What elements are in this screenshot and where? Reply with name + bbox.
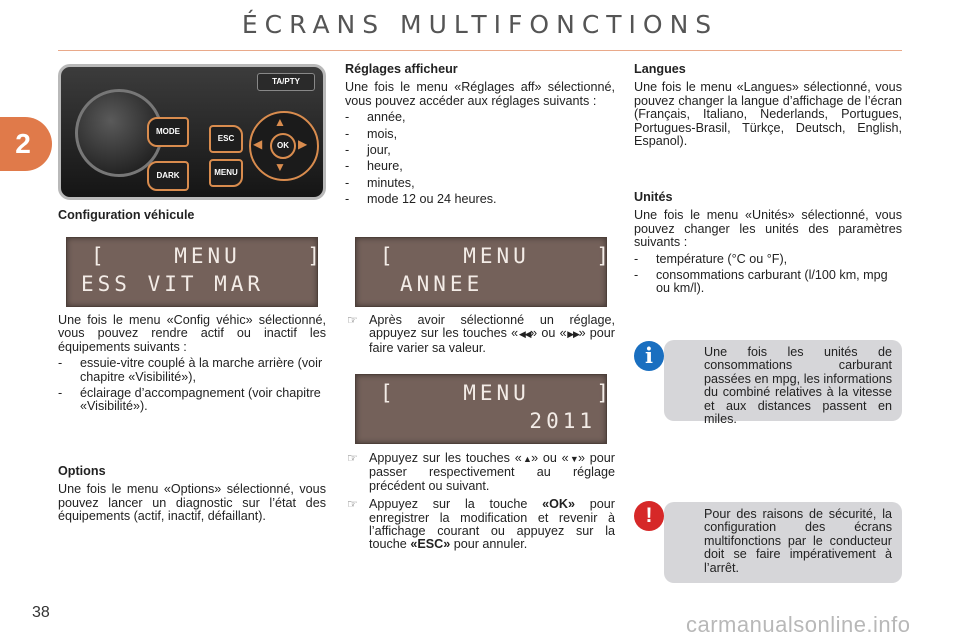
warning-box — [664, 502, 902, 583]
arrow-down-icon: ▼ — [568, 454, 579, 464]
list-item: - température (°C ou °F), — [634, 253, 902, 266]
warning-icon: ! — [634, 501, 664, 531]
info-icon: i — [634, 341, 664, 371]
lcd-line-2: ESS VIT MAR — [81, 272, 265, 296]
list-item: - jour, — [345, 144, 615, 157]
options-heading: Options — [58, 464, 106, 478]
unites-intro: Une fois le menu «Unités» sélectionné, vous pouvez changer les unités des paramètres suivants : — [634, 208, 902, 250]
step-change-value: ☞ Après avoir sélectionné un réglage, appuyez sur les touches «◀◀» ou «▶▶» pour faire varier sa valeur. — [347, 313, 615, 355]
info-box — [664, 340, 902, 427]
reglages-lcd-display-value — [355, 374, 614, 444]
arrow-up-icon: ▲ — [274, 115, 286, 129]
chapter-number: 2 — [15, 128, 31, 159]
config-heading: Configuration véhicule — [58, 208, 195, 222]
ta-pty-button: TA/PTY — [257, 73, 315, 91]
reglages-intro: Une fois le menu «Réglages aff» sélectionné, vous pouvez accéder aux réglages suivants : — [345, 80, 615, 108]
rewind-icon: ◀◀ — [518, 329, 531, 340]
config-intro: Une fois le menu «Config véhic» sélectionné, vous pouvez rendre actif ou inactif les équipements suivants : — [58, 313, 326, 354]
list-item: - mode 12 ou 24 heures. — [345, 193, 615, 206]
step-confirm-cancel: ☞ Appuyez sur la touche «OK» pour enregistrer la modification et revenir à l’affichage courant ou appuyez sur la touche «ESC» pour annuler. — [347, 497, 615, 552]
page-number: 38 — [32, 604, 50, 621]
list-item: - essuie-vitre couplé à la marche arrière (voir chapitre «Visibilité»), — [58, 357, 326, 384]
dark-button: DARK — [147, 161, 189, 191]
options-text: Une fois le menu «Options» sélectionné, vous pouvez lancer un diagnostic sur l’état des équipements (actif, inactif, défaillant). — [58, 482, 326, 524]
control-panel-illustration — [58, 64, 326, 200]
config-lcd-display — [66, 237, 325, 307]
fast-forward-icon: ▶▶ — [566, 329, 579, 340]
list-item: - mois, — [345, 128, 615, 141]
pointing-hand-icon: ☞ — [347, 313, 358, 327]
unites-heading: Unités — [634, 190, 673, 204]
title-rule — [58, 50, 902, 51]
lcd-line-1: [ MENU ] — [91, 244, 325, 268]
lcd-line-1: [ MENU ] — [380, 244, 614, 268]
list-item: - année, — [345, 111, 615, 124]
reglages-list — [345, 111, 615, 206]
config-list — [58, 357, 326, 414]
pointing-hand-icon: ☞ — [347, 497, 358, 512]
reglages-lcd-display-year — [355, 237, 614, 307]
info-box-text: Une fois les unités de consommations carburant passées en mpg, les informations du combiné relatives à la vitesse et aux distances passent en miles. — [704, 345, 892, 427]
arrow-left-icon: ◀ — [253, 137, 263, 151]
reglages-heading: Réglages afficheur — [345, 62, 458, 76]
arrow-down-icon: ▼ — [274, 160, 286, 174]
warning-box-text: Pour des raisons de sécurité, la configuration des écrans multifonctions par le conducteur doit se faire impérativement à l’arrêt. — [704, 507, 892, 575]
list-item: - heure, — [345, 160, 615, 173]
list-item: - consommations carburant (l/100 km, mpg ou km/l). — [634, 269, 902, 296]
pointing-hand-icon: ☞ — [347, 451, 358, 465]
ok-button: OK — [270, 133, 296, 159]
arrow-up-icon: ▲ — [521, 454, 532, 464]
list-item: - minutes, — [345, 177, 615, 190]
esc-button: ESC — [209, 125, 243, 153]
page-title: ÉCRANS MULTIFONCTIONS — [241, 10, 719, 39]
lcd-line-1: [ MENU ] — [380, 381, 614, 405]
lcd-line-2: 2011 — [529, 409, 596, 433]
langues-heading: Langues — [634, 62, 686, 76]
lcd-line-2: ANNEE — [400, 272, 484, 296]
watermark: carmanualsonline.info — [686, 612, 911, 637]
step-previous-next: ☞ Appuyez sur les touches «▲» ou «▼» pour passer respectivement au réglage précédent ou suivant. — [347, 451, 615, 493]
menu-button: MENU — [209, 159, 243, 187]
mode-button: MODE — [147, 117, 189, 147]
arrow-right-icon: ▶ — [298, 137, 308, 151]
list-item: - éclairage d’accompagnement (voir chapitre «Visibilité»). — [58, 387, 326, 414]
unites-list — [634, 253, 902, 296]
langues-text: Une fois le menu «Langues» sélectionné, vous pouvez changer la langue d’affichage de l’écran (Français, Italiano, Nederlands, Portugues, Portugues-Brasil, Türkçe, Deutsch, English, Espanol). — [634, 80, 902, 149]
